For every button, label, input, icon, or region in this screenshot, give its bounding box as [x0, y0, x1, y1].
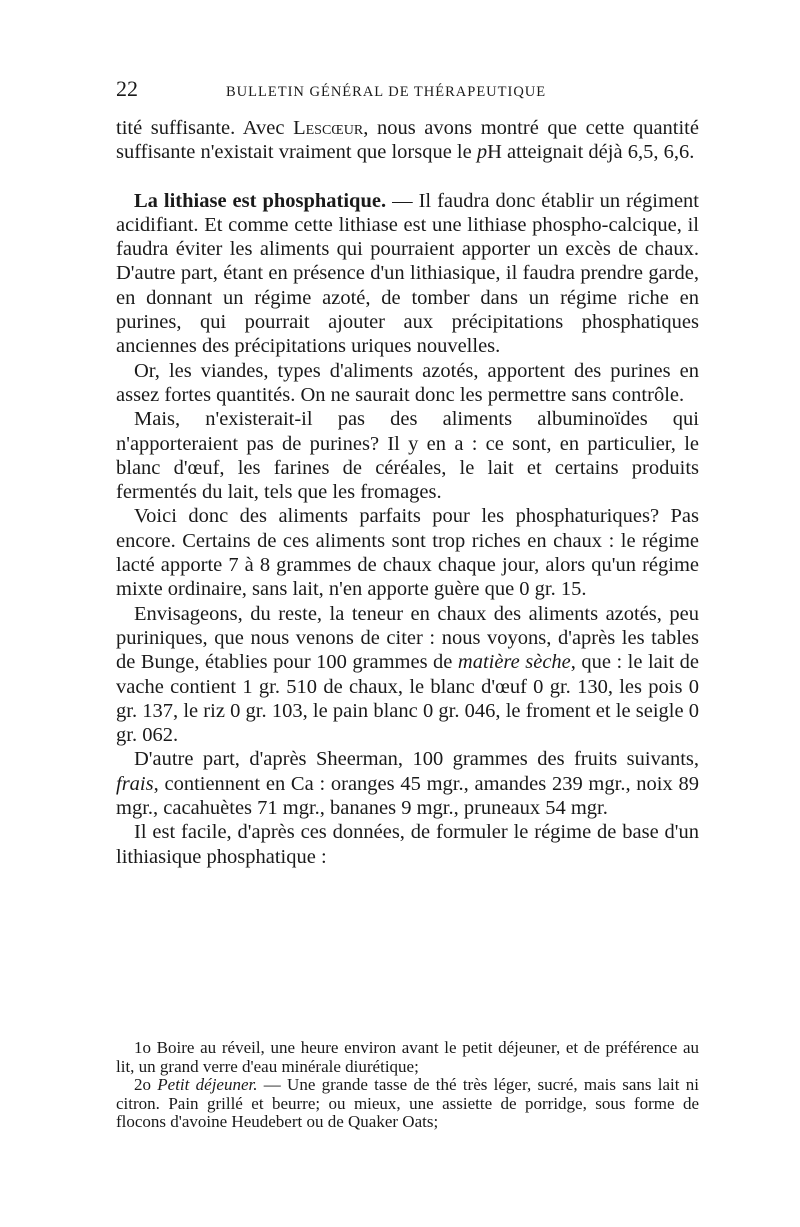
- page-number: 22: [116, 76, 138, 101]
- paragraph-7: [116, 747, 699, 820]
- running-head: BULLETIN GÉNÉRAL DE THÉRAPEUTIQUE: [226, 84, 547, 100]
- paragraph-7-text-b: , contiennent en Ca : oranges 45 mgr., amandes 239 mgr., noix 89 mgr., cacahuètes 71 mgr., bananes 9 mgr., pruneaux 54 mgr.: [116, 772, 699, 820]
- author-name: Lescœur: [293, 117, 364, 139]
- paragraph-2-text: — Il faudra donc établir un régiment acidifiant. Et comme cette lithiase est une lithiase phospho-calcique, il faudra éviter les aliments qui pourraient apporter un excès de chaux. D'autre part, étant en présence d'un lithiasique, il faudra prendre garde, en donnant un régime azoté, de tomber dans un régime riche en purines, qui pourrait ajouter aux précipitations phosphatiques anciennes des précipitations uriques nouvelles.: [116, 189, 699, 358]
- paragraph-6-text-b: , que : le lait de vache contient 1 gr. 510 de chaux, le blanc d'œuf 0 gr. 130, les pois 0 gr. 137, le riz 0 gr. 103, le pain blanc 0 gr. 046, le froment et le seigle 0 gr. 062.: [116, 651, 699, 747]
- list-item: [116, 1076, 699, 1132]
- paragraph-4: Mais, n'existerait-il pas des aliments albuminoïdes qui n'apporteraient pas de purines? Il y en a : ce sont, en particulier, le blanc d'œuf, les farines de céréales, le lait et certains produits fermentés du lait, tels que les fromages.: [116, 408, 699, 504]
- diet-list: [116, 1039, 699, 1132]
- paragraph-6-italic: matière sèche: [457, 651, 571, 674]
- paragraph-5: Voici donc des aliments parfaits pour les phosphaturiques? Pas encore. Certains de ces aliments sont trop riches en chaux : le régime lacté apporte 7 à 8 grammes de chaux chaque jour, alors qu'un régime mixte ordinaire, sans lait, n'en apporte guère que 0 gr. 15.: [116, 505, 699, 601]
- paragraph-6-text-a: Envisageons, du reste, la teneur en chaux des aliments azotés, peu puriniques, que nous venons de citer : nous voyons, d'après les tables de Bunge, établies pour 100 grammes de: [116, 602, 699, 674]
- paragraph-1: [116, 116, 699, 165]
- paragraph-1-text-c: H atteignait déjà 6,5, 6,6.: [487, 141, 695, 164]
- list-item-number: 2o: [134, 1075, 158, 1095]
- paragraph-6: [116, 602, 699, 748]
- paragraph-8: Il est facile, d'après ces données, de formuler le régime de base d'un lithiasique phosphatique :: [116, 821, 699, 868]
- paragraph-1-text-a: tité suffisante. Avec: [116, 117, 294, 139]
- list-item: 1o Boire au réveil, une heure environ avant le petit déjeuner, et de préférence au lit, un grand verre d'eau minérale diurétique;: [116, 1038, 699, 1076]
- page-header: [116, 76, 698, 102]
- ph-symbol-p: p: [476, 141, 488, 164]
- list-item-title: Petit déjeuner.: [157, 1075, 258, 1095]
- paragraph-7-text-a: D'autre part, d'après Sheerman, 100 grammes des fruits suivants,: [134, 748, 699, 771]
- paragraph-3: Or, les viandes, types d'aliments azotés, apportent des purines en assez fortes quantités. On ne saurait donc les permettre sans contrôle.: [116, 359, 699, 406]
- paragraph-2: [116, 189, 699, 359]
- section-heading: La lithiase est phosphatique.: [134, 189, 387, 212]
- list-item-text: — Une grande tasse de thé très léger, sucré, mais sans lait ni citron. Pain grillé et beurre; ou mieux, une assiette de porridge, sous forme de flocons d'avoine Heudebert ou de Quaker Oats;: [116, 1075, 699, 1132]
- body-text: [116, 116, 699, 869]
- paragraph-7-italic: frais: [116, 772, 154, 795]
- paragraph-1-text-b: , nous avons montré que cette quantité suffisante n'existait vraiment que lorsque le: [116, 117, 699, 164]
